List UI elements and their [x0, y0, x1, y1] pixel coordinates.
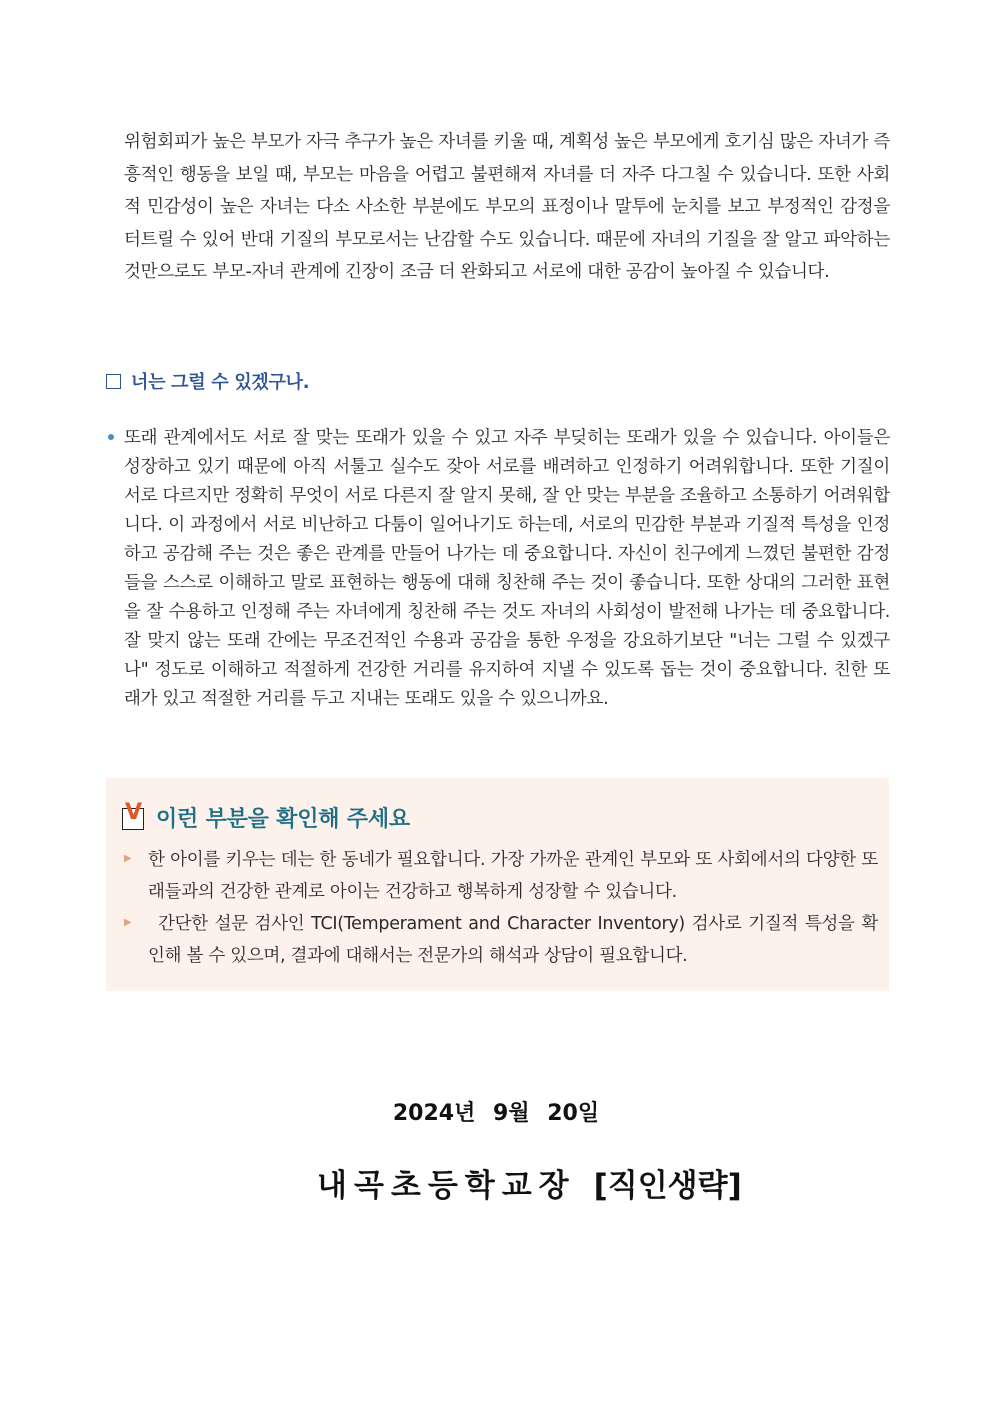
- signature-line: [317, 1160, 742, 1205]
- document-date: 2024년 9월 20일: [392, 1101, 600, 1126]
- seal-omitted: [직인생략]: [593, 1168, 742, 1204]
- section-heading-text: 너는 그럴 수 있겠구나.: [131, 372, 310, 393]
- notice-box: [106, 778, 889, 991]
- section-body: 또래 관계에서도 서로 잘 맞는 또래가 있을 수 있고 자주 부딪히는 또래가 있을 수 있습니다. 아이들은 성장하고 있기 때문에 아직 서툴고 실수도 잦아 서로를 배려하고 인정하기 어려워합니다. 또한 기질이 서로 다르지만 정확히 무엇이 서로 다른지 잘 알지 못해, 잘 안 맞는 부분을 조율하고 소통하기 어려워합니다. 이 과정에서 서로 비난하고 다툼이 일어나기도 하는데, 서로의 민감한 부분과 기질적 특성을 인정하고 공감해 주는 것은 좋은 관계를 만들어 나가는 데 중요합니다. 자신이 친구에게 느꼈던 불편한 감정들을 스스로 이해하고 말로 표현하는 행동에 대해 칭찬해 주는 것이 좋습니다. 또한 상대의 그러한 표현을 잘 수용하고 인정해 주는 자녀에게 칭찬해 주는 것도 자녀의 사회성이 발전해 나가는 데 중요합니다. 잘 맞지 않는 또래 간에는 무조건적인 수용과 공감을 통한 우정을 강요하기보단 "너는 그럴 수 있겠구나" 정도로 이해하고 적절하게 건강한 거리를 유지하여 지낼 수 있도록 돕는 것이 중요합니다. 친한 또래가 있고 적절한 거리를 두고 지내는 또래도 있을 수 있으니까요.: [124, 428, 890, 709]
- intro-paragraph: 위험회피가 높은 부모가 자극 추구가 높은 자녀를 키울 때, 계획성 높은 부모에게 호기심 많은 자녀가 즉흥적인 행동을 보일 때, 부모는 마음을 어렵고 불편해져 자녀를 더 자주 다그칠 수 있습니다. 또한 사회적 민감성이 높은 자녀는 다소 사소한 부분에도 부모의 표정이나 말투에 눈치를 보고 부정적인 감정을 터트릴 수 있어 반대 기질의 부모로서는 난감할 수도 있습니다. 때문에 자녀의 기질을 잘 알고 파악하는 것만으로도 부모-자녀 관계에 긴장이 조금 더 완화되고 서로에 대한 공감이 높아질 수 있습니다.: [124, 132, 890, 282]
- check-mark-icon: V: [125, 800, 143, 825]
- dot-bullet-icon: [108, 434, 114, 440]
- triangle-bullet-icon: ▶: [124, 853, 132, 864]
- signer-name: 내곡초등학교장: [317, 1168, 576, 1204]
- section-heading: [106, 368, 309, 394]
- notice-item: 간단한 설문 검사인 TCI(Temperament and Character Inventory) 검사로 기질적 특성을 확인해 볼 수 있으며, 결과에 대해서는 전문가의 해석과 상담이 필요합니다.: [148, 914, 878, 966]
- triangle-bullet-icon: ▶: [124, 917, 132, 928]
- notice-title: 이런 부분을 확인해 주세요: [156, 807, 410, 832]
- notice-item: 한 아이를 키우는 데는 한 동네가 필요합니다. 가장 가까운 관계인 부모와 또 사회에서의 다양한 또래들과의 건강한 관계로 아이는 건강하고 행복하게 성장할 수 있습니다.: [148, 850, 878, 902]
- square-bullet-icon: [106, 374, 121, 389]
